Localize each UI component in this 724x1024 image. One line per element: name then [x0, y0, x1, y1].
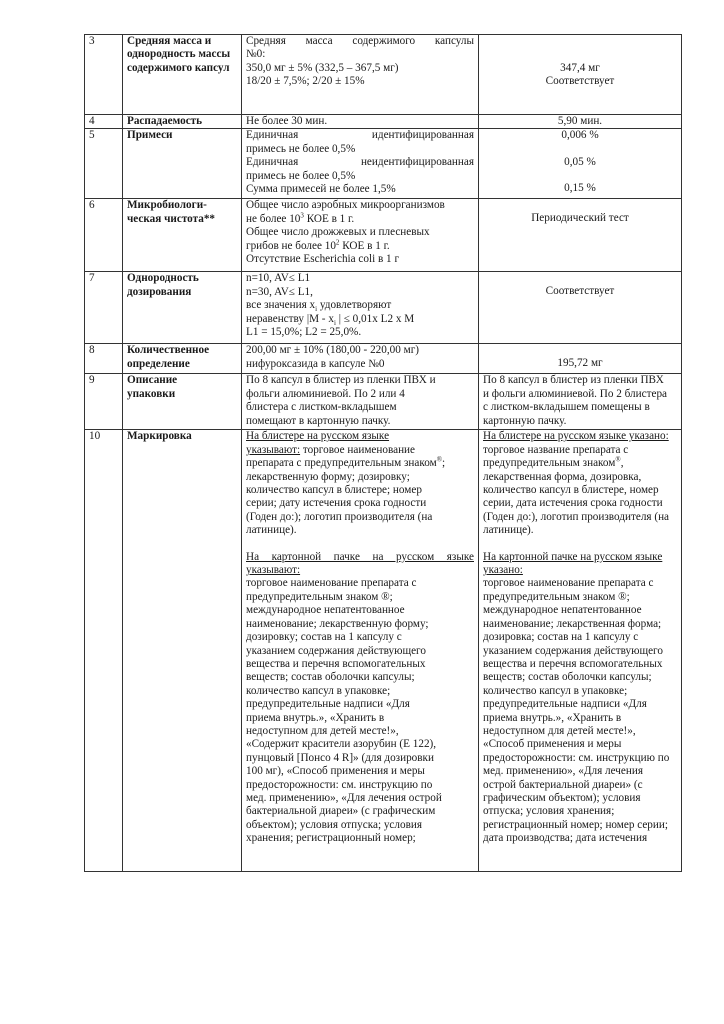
result-text: предосторожности: см. инструкцию по [483, 751, 670, 764]
requirement-text: 18/20 ± 7,5%; 2/20 ± 15% [246, 75, 365, 88]
result-text: картонную пачку. [483, 414, 567, 427]
requirement-text: 350,0 мг ± 5% (332,5 – 367,5 мг) [246, 61, 399, 74]
section-heading: указывают: [246, 564, 301, 577]
result-text: острой бактериальной диареи» (с [483, 778, 643, 791]
parameter-name-line: Микробиологи- [127, 199, 207, 212]
requirement-text: L1 = 15,0%; L2 = 25,0%. [246, 326, 362, 339]
requirement-text: серии; дату истечения срока годности [246, 497, 427, 510]
section-heading: На картонной пачке на русском языке [246, 550, 474, 563]
result-text: указанием содержания действующего [483, 644, 663, 657]
result-text: количество капсул в упаковке; [483, 684, 628, 697]
quality-spec-table [84, 34, 682, 872]
requirement-text: недоступном для детей месте!», [246, 724, 399, 737]
result-text: приема внутрь.», «Хранить в [483, 711, 622, 724]
parameter-name-line: упаковки [127, 387, 176, 400]
result-text: с листком-вкладышем помещены в [483, 401, 650, 414]
result-text: 5,90 мин. [479, 115, 682, 129]
parameter-name-line: Описание [127, 374, 178, 387]
parameter-name-line: определение [127, 357, 190, 370]
result-text: «Способ применения и меры [483, 738, 622, 751]
requirement-text: Сумма примесей не более 1,5% [246, 183, 396, 196]
result-cell [479, 199, 682, 272]
result-text: (Годен до:), логотип производителя (на [483, 510, 670, 523]
section-heading: На блистере на русском языке [246, 430, 390, 443]
requirement-text: все значения $x_i$ удовлетворяют [246, 299, 392, 314]
result-text: вещества и перечня вспомогательных [483, 657, 663, 670]
parameter-name: Распадаемость [123, 115, 242, 129]
row-number: 8 [85, 344, 123, 374]
result-text: и фольги алюминиевой. По 2 блистера [483, 387, 668, 400]
result-text: количество капсул в блистере, номер [483, 484, 659, 497]
requirement-text: нифуроксазида в капсуле №0 [246, 357, 385, 370]
requirement-cell [242, 374, 479, 430]
result-cell [479, 129, 682, 199]
section-heading: указано: [483, 564, 523, 577]
result-text: веществ; состав оболочки капсулы; [483, 671, 652, 684]
result-text: торговое наименование препарата с [483, 577, 654, 590]
row-number: 9 [85, 374, 123, 430]
row-number: 10 [85, 430, 123, 872]
section-heading: На картонной пачке на русском языке [483, 550, 663, 563]
requirement-text: количество капсул в блистере; номер [246, 484, 422, 497]
requirement-text: Не более 30 мин. [242, 115, 479, 129]
result-text: По 8 капсул в блистер из пленки ПВХ [483, 374, 664, 387]
result-text: 0,006 % [561, 129, 599, 142]
requirement-text: n=10, AV≤ L1 [246, 272, 311, 285]
requirement-text: (Годен до:); логотип производителя (на [246, 510, 433, 523]
row-number: 3 [85, 35, 123, 115]
result-text: предупредительные надписи «Для [483, 698, 647, 711]
requirement-text: «Содержит красители азорубин (Е 122), [246, 738, 437, 751]
requirement-text: вещества и перечня вспомогательных [246, 657, 426, 670]
requirement-text: мед. применению», «Для лечения острой [246, 791, 442, 804]
row-number: 7 [85, 272, 123, 344]
requirement-text: не более $10^3$ КОЕ в 1 г. [246, 211, 355, 225]
requirement-text: бактериальной диареи» (с графическим [246, 805, 436, 818]
result-text: лекарственная форма, дозировка, [483, 470, 642, 483]
requirement-text: блистера с листком-вкладышем [246, 401, 397, 414]
result-text: серии, дата истечения срока годности [483, 497, 663, 510]
requirement-text: пунцовый [Понсо 4 R]» (для дозировки [246, 751, 434, 764]
parameter-name-line: ческая чистота** [127, 212, 216, 225]
requirement-text: фольги алюминиевой. По 2 или 4 [246, 387, 405, 400]
result-cell [479, 430, 682, 872]
result-text: Соответствует [545, 285, 615, 298]
result-text: недоступном для детей месте!», [483, 724, 636, 737]
result-text: мед. применению», «Для лечения [483, 765, 644, 778]
requirement-text: Общее число дрожжевых и плесневых [246, 226, 430, 239]
table-row [85, 344, 682, 374]
result-text: предупредительным знаком ®; [483, 590, 630, 603]
table-row [85, 35, 682, 115]
requirement-text: международное непатентованное [246, 604, 405, 617]
requirement-text: веществ; состав оболочки капсулы; [246, 671, 415, 684]
row-number: 5 [85, 129, 123, 199]
requirement-text: Единичная неидентифицированная [246, 156, 474, 169]
requirement-cell [242, 344, 479, 374]
parameter-name-line: Однородность [127, 272, 199, 285]
requirement-text: торговое наименование препарата с [246, 577, 417, 590]
result-text: 195,72 мг [557, 357, 603, 370]
requirement-cell [242, 199, 479, 272]
requirement-text: Единичная идентифицированная [246, 129, 474, 142]
result-text: Соответствует [545, 75, 615, 88]
requirement-cell [242, 129, 479, 199]
result-cell [479, 374, 682, 430]
table-row [85, 272, 682, 344]
result-text: графическим объектом); условия [483, 791, 641, 804]
requirement-text: 200,00 мг ± 10% (180,00 - 220,00 мг) [246, 344, 420, 357]
requirement-text: количество капсул в упаковке; [246, 684, 391, 697]
requirement-text: Средняя масса содержимого капсулы [246, 35, 474, 47]
result-cell [479, 35, 682, 115]
requirement-text: латинице). [246, 524, 297, 537]
result-text: 0,05 % [564, 155, 596, 168]
requirement-text: неравенству $|M - x_i$ | ≤ 0,01x L2 x M [246, 312, 415, 327]
result-text: торговое название препарата с [483, 443, 629, 456]
parameter-name-line: дозирования [127, 285, 192, 298]
requirement-text: 100 мг), «Способ применения и меры [246, 765, 425, 778]
section-heading: указывают: торговое наименование [246, 443, 416, 456]
requirement-text: приема внутрь.», «Хранить в [246, 711, 385, 724]
result-text: 347,4 мг [560, 62, 600, 74]
section-heading: На блистере на русском языке указано: [483, 430, 669, 443]
result-text: 0,15 % [564, 182, 596, 195]
parameter-name [123, 374, 242, 430]
parameter-name [123, 344, 242, 374]
requirement-text: хранения; регистрационный номер; [246, 832, 416, 845]
requirement-cell [242, 272, 479, 344]
parameter-name: Средняя масса и однородность массы содержимого капсул [123, 35, 242, 115]
requirement-text: лекарственную форму; дозировку; [246, 470, 410, 483]
table-row [85, 115, 682, 129]
requirement-text: предосторожности: см. инструкцию по [246, 778, 433, 791]
result-cell [479, 344, 682, 374]
requirement-text: предупредительные надписи «Для [246, 698, 410, 711]
result-text: Периодический тест [531, 212, 629, 225]
row-number: 6 [85, 199, 123, 272]
table-row [85, 430, 682, 872]
requirement-cell [242, 35, 479, 115]
requirement-text: №0: [246, 48, 266, 61]
result-text: наименование; лекарственная форма; [483, 617, 662, 630]
parameter-name: Маркировка [123, 430, 242, 872]
requirement-text: предупредительным знаком ®; [246, 590, 393, 603]
requirement-text: Отсутствие Escherichia coli в 1 г [246, 253, 400, 266]
requirement-cell [242, 430, 479, 872]
result-text: регистрационный номер; номер серии; [483, 818, 668, 831]
parameter-name [123, 272, 242, 344]
requirement-text: примесь не более 0,5% [246, 142, 356, 155]
result-lines [483, 577, 677, 845]
requirement-text: помещают в картонную пачку. [246, 414, 391, 427]
parameter-name-line: Количественное [127, 344, 210, 357]
parameter-name: Примеси [123, 129, 242, 199]
result-text: дата производства; дата истечения [483, 832, 648, 845]
requirement-text: дозировку; состав на 1 капсулу с [246, 631, 402, 644]
requirement-text: примесь не более 0,5% [246, 169, 356, 182]
requirement-text: указанием содержания действующего [246, 644, 426, 657]
requirement-lines [246, 577, 474, 845]
row-number: 4 [85, 115, 123, 129]
table-row [85, 129, 682, 199]
requirement-text: объектом); условия отпуска; условия [246, 818, 422, 831]
result-text: дозировка; состав на 1 капсулу с [483, 631, 639, 644]
result-text: отпуска; условия хранения; [483, 805, 615, 818]
requirement-text: Общее число аэробных микроорганизмов [246, 199, 445, 212]
requirement-text: n=30, AV≤ L1, [246, 285, 313, 298]
requirement-text: наименование; лекарственную форму; [246, 617, 429, 630]
requirement-text: препарата с предупредительным знаком®; [246, 455, 446, 470]
result-text: предупредительным знаком®, [483, 455, 624, 470]
result-text: латинице). [483, 524, 534, 537]
result-cell [479, 272, 682, 344]
requirement-text: грибов не более $10^2$ КОЕ в 1 г. [246, 237, 390, 252]
parameter-name [123, 199, 242, 272]
table-row [85, 374, 682, 430]
table-row [85, 199, 682, 272]
requirement-text: По 8 капсул в блистер из пленки ПВХ и [246, 374, 436, 387]
result-text: международное непатентованное [483, 604, 642, 617]
